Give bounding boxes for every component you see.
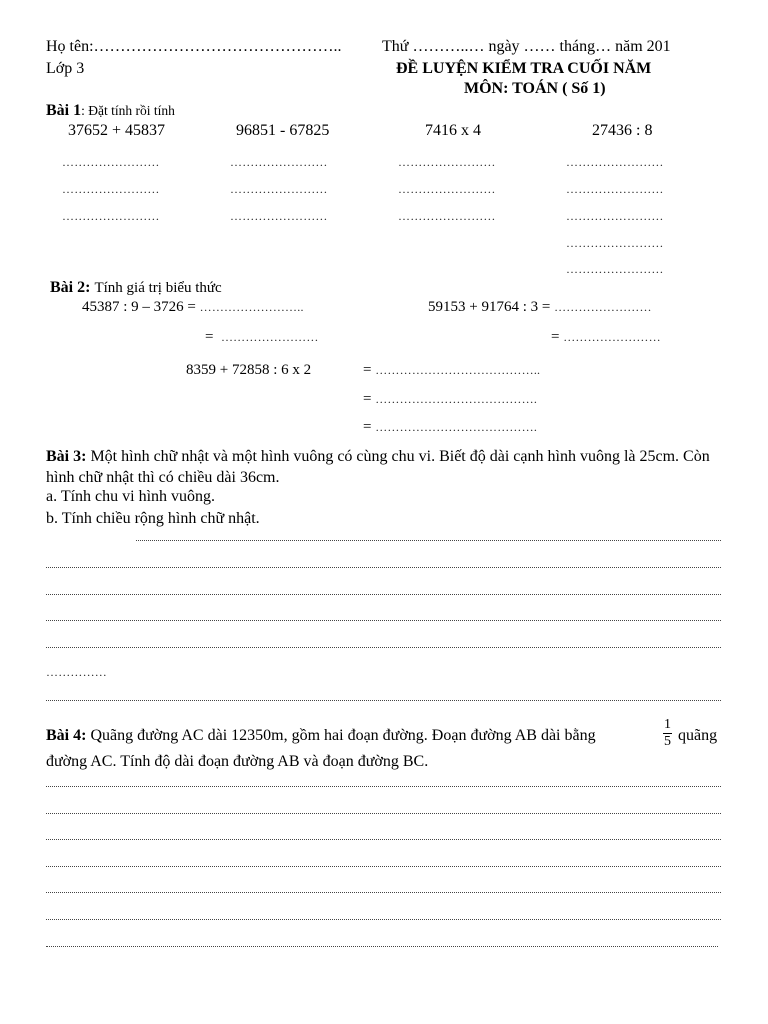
answer-dots[interactable]: …………………………………. <box>375 420 538 434</box>
answer-line[interactable] <box>46 567 721 568</box>
answer-dots[interactable]: …………………… <box>62 182 160 196</box>
fraction-denominator: 5 <box>664 734 671 749</box>
bai1-instruction: : Đặt tính rồi tính <box>81 103 175 118</box>
answer-dots[interactable]: ………………………………….. <box>375 363 541 377</box>
answer-line[interactable] <box>46 786 721 787</box>
bai2-expr-3-line-3 <box>363 419 537 436</box>
bai1-heading <box>46 102 175 120</box>
bai4-problem-line-2: đường AC. Tính độ dài đoạn đường AB và đoạn đường BC. <box>46 753 429 770</box>
answer-dots[interactable]: …………………… <box>566 155 664 169</box>
answer-dots[interactable]: …………………… <box>230 209 328 223</box>
equals-sign: = <box>363 391 372 407</box>
answer-line[interactable] <box>46 620 721 621</box>
answer-dots[interactable]: …………………….. <box>199 300 304 314</box>
class-label: Lớp 3 <box>46 60 85 77</box>
expr-text: 59153 + 91764 : 3 = <box>428 299 551 315</box>
bai4-text-after: quãng <box>678 727 718 744</box>
name-label-text: Họ tên: <box>46 38 94 55</box>
bai2-heading <box>50 279 222 297</box>
bai2-expr-2-cont <box>551 329 661 346</box>
bai1-problem-1: 37652 + 45837 <box>68 122 166 139</box>
bai3-problem <box>46 446 726 488</box>
bai3-label: Bài 3: <box>46 448 87 465</box>
answer-dots[interactable]: …………………… <box>566 262 664 276</box>
answer-line[interactable] <box>46 892 721 893</box>
bai2-expr-3-line-2 <box>363 391 537 408</box>
answer-line[interactable] <box>136 540 721 541</box>
bai2-label: Bài 2: <box>50 279 91 296</box>
answer-line[interactable] <box>46 866 721 867</box>
bai2-expr-1-cont <box>205 329 319 346</box>
answer-dots[interactable]: …………………………………. <box>375 392 538 406</box>
answer-dots[interactable]: …………………… <box>398 182 496 196</box>
subject-title: MÔN: TOÁN ( Số 1) <box>464 80 606 97</box>
bai2-expr-2 <box>428 299 652 316</box>
answer-line[interactable] <box>46 919 721 920</box>
fraction-numerator: 1 <box>664 717 671 732</box>
answer-dots[interactable]: …………………… <box>398 209 496 223</box>
answer-dots[interactable]: …………………… <box>62 155 160 169</box>
bai1-label: Bài 1 <box>46 102 82 119</box>
answer-line[interactable] <box>46 946 718 947</box>
bai1-problem-2: 96851 - 67825 <box>236 122 330 139</box>
answer-dots[interactable]: …………………… <box>220 330 319 344</box>
bai3-part-a: a. Tính chu vi hình vuông. <box>46 488 216 505</box>
exam-title: ĐỀ LUYỆN KIỂM TRA CUỐI NĂM <box>396 60 652 77</box>
bai1-problem-4: 27436 : 8 <box>592 122 653 139</box>
answer-dots[interactable]: …………………… <box>230 182 328 196</box>
bai1-problem-3: 7416 x 4 <box>425 122 481 139</box>
answer-line[interactable] <box>46 839 721 840</box>
answer-dots[interactable]: …………………… <box>563 330 661 344</box>
bai4-label: Bài 4: <box>46 727 87 744</box>
bai2-instruction: Tính giá trị biểu thức <box>94 280 222 296</box>
bai2-expr-3-line-1 <box>363 362 540 379</box>
expr-text: 45387 : 9 – 3726 = <box>82 299 196 315</box>
answer-dots[interactable]: …………………… <box>62 209 160 223</box>
answer-line[interactable] <box>46 647 721 648</box>
bai4-text-before: Quãng đường AC dài 12350m, gồm hai đoạn đường. Đoạn đường AB dài bằng <box>90 727 596 744</box>
bai4-problem-line-1 <box>46 727 596 745</box>
bai3-part-b: b. Tính chiều rộng hình chữ nhật. <box>46 510 260 527</box>
name-field[interactable]: ……………………………………….. <box>93 38 342 55</box>
answer-dots[interactable]: …………… <box>46 665 107 679</box>
answer-line[interactable] <box>46 700 721 701</box>
bai2-expr-1 <box>82 299 304 316</box>
equals-sign: = <box>363 362 372 378</box>
date-line[interactable]: Thứ ………..… ngày …… tháng… năm 201 <box>382 38 671 55</box>
answer-line[interactable] <box>46 813 721 814</box>
equals-sign: = <box>551 329 560 345</box>
answer-dots[interactable]: …………………… <box>230 155 328 169</box>
equals-sign: = <box>363 419 372 435</box>
bai3-text: Một hình chữ nhật và một hình vuông có cùng chu vi. Biết độ dài cạnh hình vuông là 25cm. Còn hình chữ nhật thì có chiều dài 36cm. <box>46 448 710 486</box>
answer-dots[interactable]: …………………… <box>566 182 664 196</box>
bai2-expr-3: 8359 + 72858 : 6 x 2 <box>186 362 312 378</box>
answer-dots[interactable]: …………………… <box>398 155 496 169</box>
answer-dots[interactable]: …………………… <box>566 209 664 223</box>
name-label <box>46 38 342 56</box>
answer-dots[interactable]: …………………… <box>554 300 652 314</box>
answer-line[interactable] <box>46 594 721 595</box>
equals-sign: = <box>205 329 214 345</box>
fraction-one-fifth <box>663 718 672 749</box>
answer-dots[interactable]: …………………… <box>566 236 664 250</box>
